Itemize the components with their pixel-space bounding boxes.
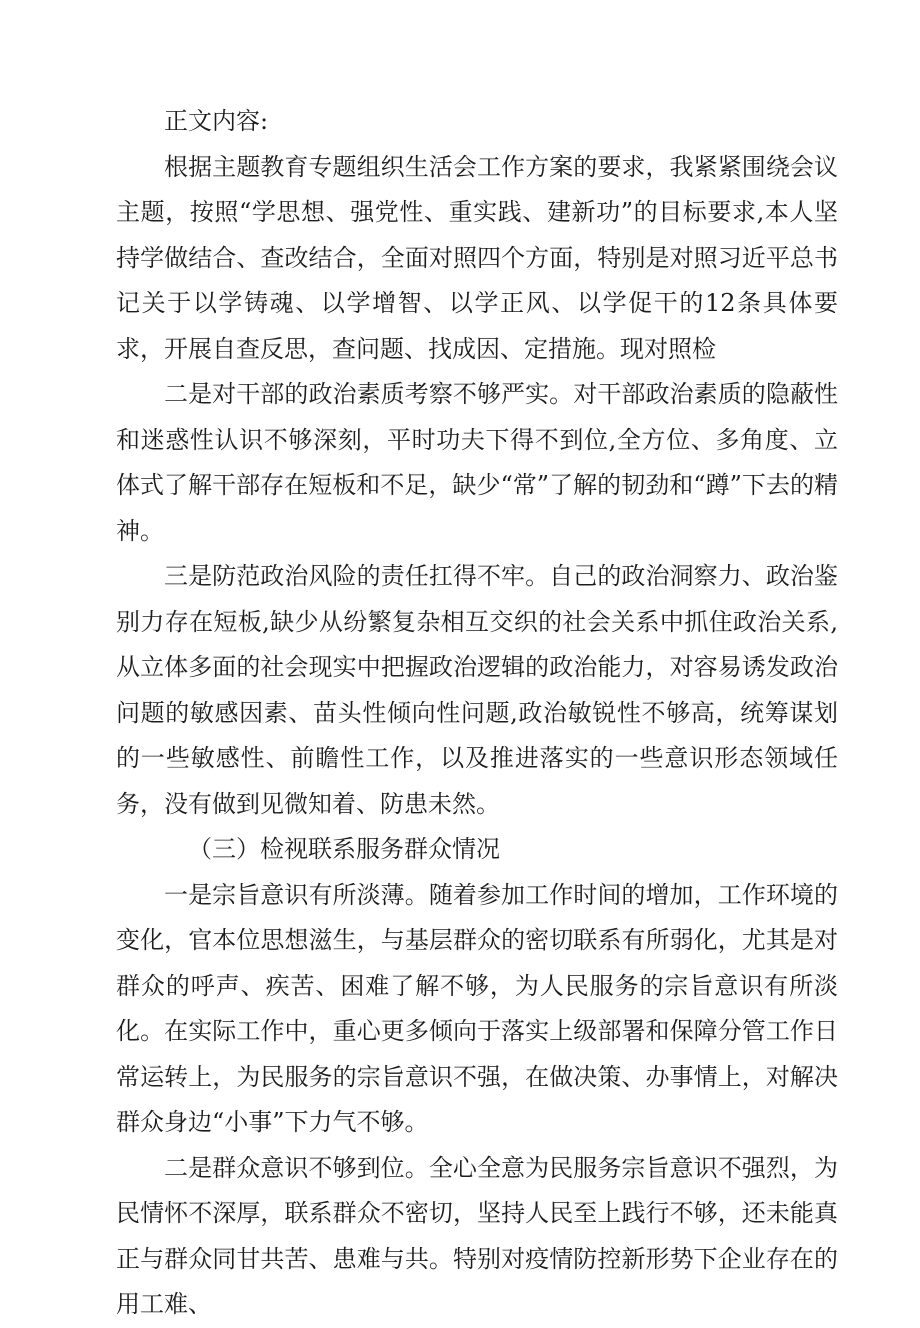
document-body — [116, 99, 838, 1328]
paragraph-point-three: 三是防范政治风险的责任扛得不牢。自己的政治洞察力、政治鉴别力存在短板,缺少从纷繁复杂相互交织的社会关系中抓住政治关系,从立体多面的社会现实中把握政治逻辑的政治能力，对容易诱发政治问题的敏感因素、苗头性倾向性问题,政治敏锐性不够高，统筹谋划的一些敏感性、前瞻性工作，以及推进落实的一些意识形态领域任务，没有做到见微知着、防患未然。 — [116, 562, 838, 818]
paragraph-section-two: 二是群众意识不够到位。全心全意为民服务宗旨意识不强烈，为民情怀不深厚，联系群众不密切，坚持人民至上践行不够，还未能真正与群众同甘共苦、患难与共。特别对疫情防控新形势下企业存在的用工难、 — [116, 1153, 838, 1318]
intro-label: 正文内容: — [164, 107, 269, 135]
section-heading: （三）检视联系服务群众情况 — [188, 835, 500, 863]
paragraph-section-one: 一是宗旨意识有所淡薄。随着参加工作时间的增加，工作环境的变化，官本位思想滋生，与基层群众的密切联系有所弱化，尤其是对群众的呼声、疾苦、困难了解不够，为人民服务的宗旨意识有所淡化。在实际工作中，重心更多倾向于落实上级部署和保障分管工作日常运转上，为民服务的宗旨意识不强，在做决策、办事情上，对解决群众身边“小事”下力气不够。 — [116, 880, 838, 1136]
paragraph-point-two: 二是对干部的政治素质考察不够严实。对干部政治素质的隐蔽性和迷惑性认识不够深刻，平时功夫下得不到位,全方位、多角度、立体式了解干部存在短板和不足，缺少“常”了解的韧劲和“蹲”下去的精神。 — [116, 380, 838, 545]
paragraph-intro: 根据主题教育专题组织生活会工作方案的要求，我紧紧围绕会议主题，按照“学思想、强党性、重实践、建新功”的目标要求,本人坚持学做结合、查改结合，全面对照四个方面，特别是对照习近平总书记关于以学铸魂、以学增智、以学正风、以学促干的12条具体要求，开展自查反思，查问题、找成因、定措施。现对照检 — [116, 152, 838, 363]
